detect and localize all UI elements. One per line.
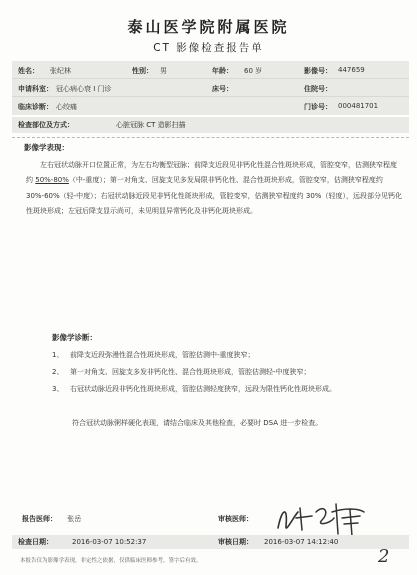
findings-text-after: （中-重度）；第一对角支、回旋支见多发局限非钙化性、混合性斑块形成，管腔变窄，估测狭窄程度约30%-60%（轻-中度）；右冠状动脉近段见非钙化性斑块形成，管腔变窄，估测狭窄程度约 30%（轻度），远段部分见钙化性斑块形成；左冠后降支显示尚可，未见明显异常钙化及非钙化斑块形成。 [26,176,402,216]
patient-row-3 [12,97,409,114]
dept-value: 冠心病心衰 I 门诊 [56,85,112,93]
diagnosis-list [52,348,392,399]
diagnosis-item-text: 前降支近段弥漫性混合性斑块形成，管腔估测中-重度狭窄； [70,351,255,359]
findings-label: 影像学表现： [24,143,69,152]
exam-part-label: 检查部位及方式： [18,121,74,129]
diagnosis-item-num: 2、 [52,368,64,376]
patient-sex: 男 [160,67,167,75]
diagnosis-item-num: 3、 [52,385,64,393]
diagnosis-item [52,365,392,379]
review-date-label: 审核日期： [218,538,253,546]
age-label: 年龄： [212,67,233,75]
exam-no-label: 影像号： [304,67,332,75]
diagnosis-note: 符合冠状动脉粥样硬化表现，请结合临床及其他检查，必要时 DSA 进一步检查。 [72,419,323,427]
name-label: 姓名： [18,67,39,75]
handwritten-page-mark: 2 [378,546,390,567]
report-title: CT 影像检查报告单 [153,42,264,54]
exam-date-label: 检查日期： [18,538,53,546]
reporter-field [22,514,81,524]
reviewer-signature [272,498,372,540]
findings-text-before: 左右冠状动脉开口位置正常，为左右均衡型冠脉；前降支近段见非钙化性混合性斑块形成，管腔变窄，估测狭窄程度约 [26,161,397,185]
review-date-value: 2016-03-07 14:12:40 [264,538,339,546]
disclaimer: 本报告仅为影像学表现，非定性之依据，仅供临床医师参考，签字后有效。 [20,558,202,564]
exam-part-value: 心脏冠脉 CT 造影扫描 [116,121,186,129]
findings-text-highlight: 50%-80% [35,176,69,185]
exam-date-value: 2016-03-07 10:52:37 [72,538,147,546]
diagnosis-item [52,382,392,396]
exam-part-bar [12,117,409,133]
patient-info-block [12,61,409,115]
dept-label: 申请科室： [18,85,53,93]
clinical-value: 心绞痛 [56,103,77,111]
divider [12,137,409,138]
reporter-name: 张岳 [67,515,82,523]
ward-label: 住院号： [304,85,332,93]
clinical-label: 临床诊断： [18,103,53,111]
patient-name: 张纪林 [50,67,71,75]
diagnosis-item-num: 1、 [52,351,64,359]
patient-age: 60 岁 [244,67,263,75]
reviewer-field [218,514,253,524]
diagnosis-item [52,348,392,362]
diagnosis-item-text: 第一对角支、回旋支多发非钙化性、混合性斑块形成，管腔估测轻-中度狭窄； [70,368,311,376]
patient-row-2 [12,79,409,97]
exam-no: 447659 [338,66,365,74]
hospital-name: 泰山医学院附属医院 [127,18,290,36]
sex-label: 性别： [132,67,153,75]
outpatient-value: 000481701 [338,102,379,110]
diagnosis-label: 影像学诊断： [52,333,97,342]
diagnosis-item-text: 右冠状动脉近段非钙化性斑块形成，管腔估测轻度狭窄，远段为限性钙化性斑块形成。 [70,385,336,393]
findings-text [26,158,402,220]
outpatient-label: 门诊号： [304,103,332,111]
reporter-label: 报告医师： [22,515,57,523]
reviewer-label: 审核医师： [218,515,253,523]
patient-row-1 [12,61,409,79]
bed-label: 床号： [212,85,233,93]
date-bar [12,535,409,549]
